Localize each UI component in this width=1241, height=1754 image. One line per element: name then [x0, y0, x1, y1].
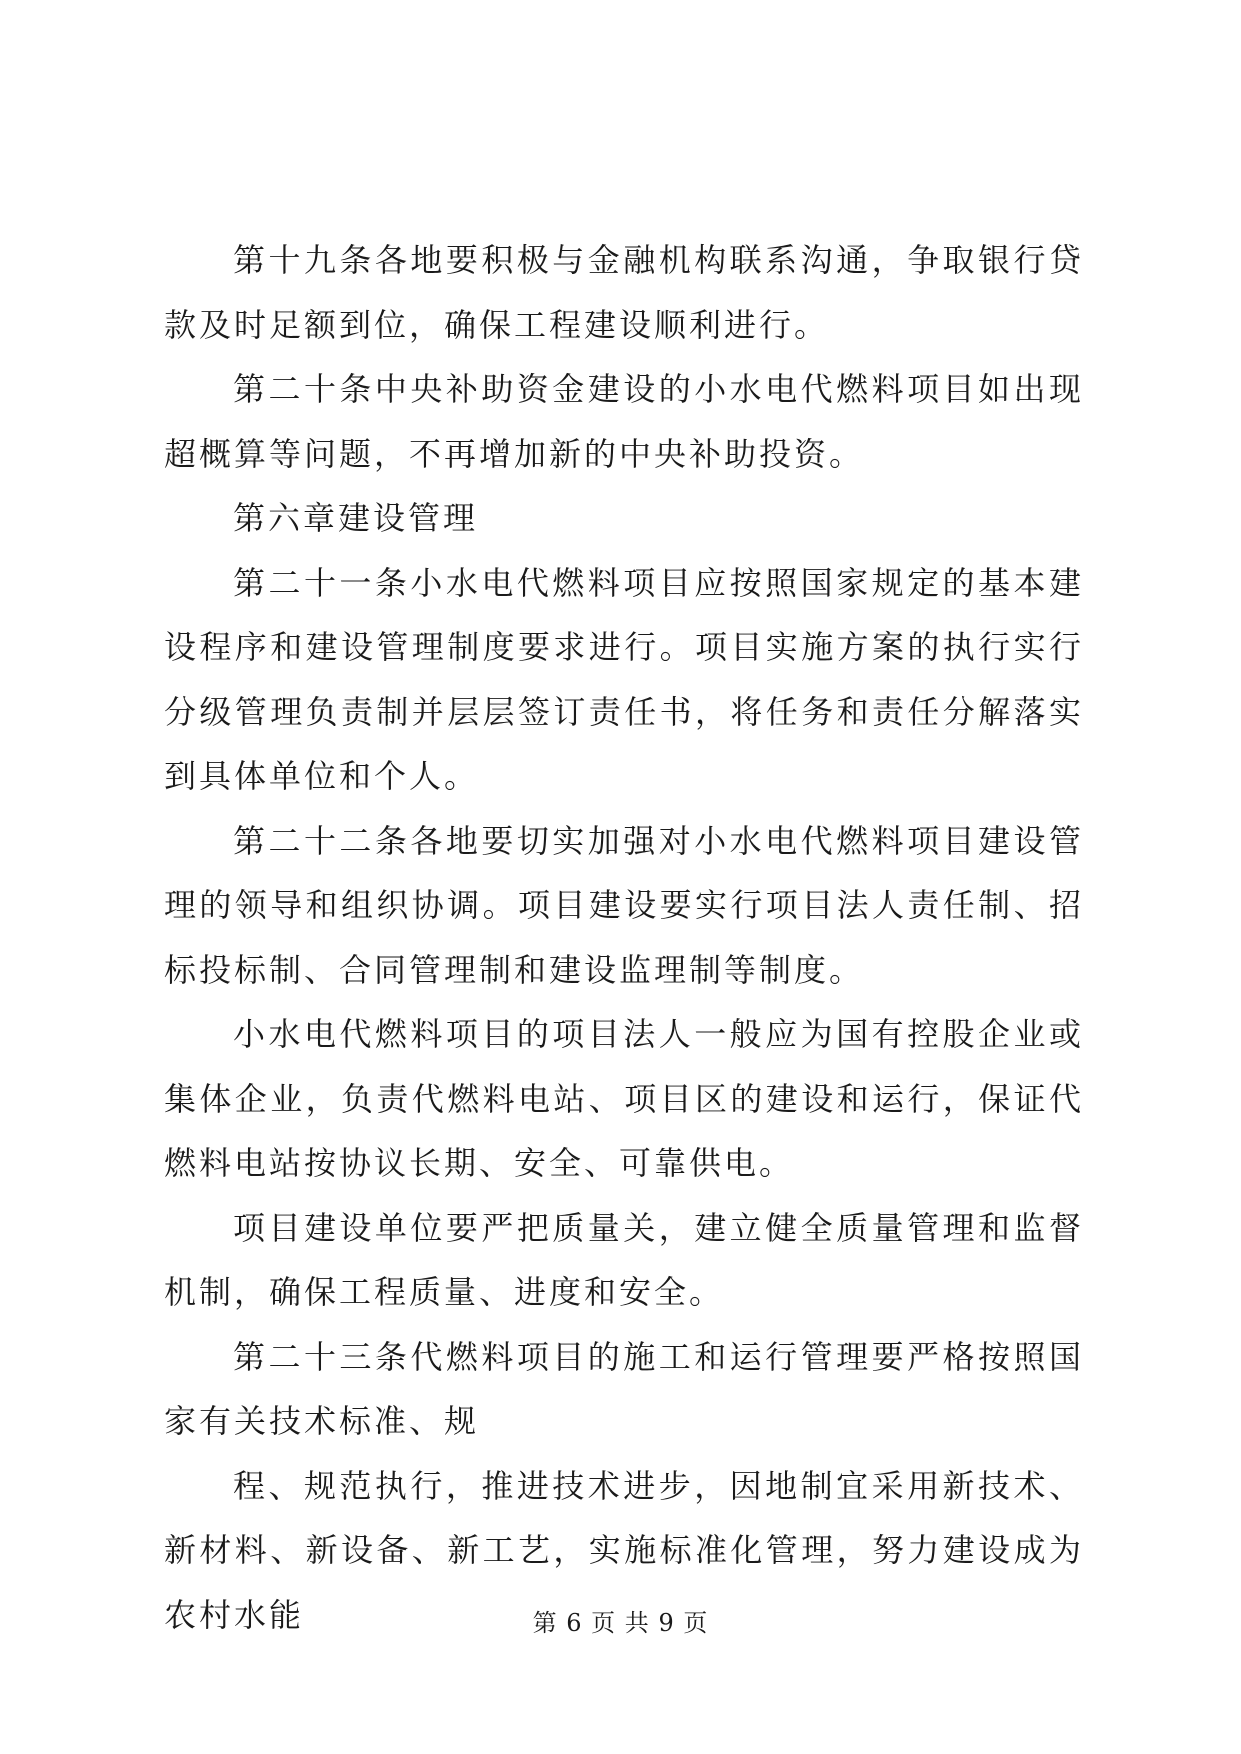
paragraph-article-19: 第十九条各地要积极与金融机构联系沟通，争取银行贷款及时足额到位，确保工程建设顺利进行。 — [164, 241, 1084, 344]
paragraph-article-22: 第二十二条各地要切实加强对小水电代燃料项目建设管理的领导和组织协调。项目建设要实行项目法人责任制、招标投标制、合同管理制和建设监理制等制度。 — [164, 821, 1084, 989]
paragraph-article-23: 第二十三条代燃料项目的施工和运行管理要严格按照国家有关技术标准、规 — [164, 1337, 1084, 1440]
paragraph-article-20: 第二十条中央补助资金建设的小水电代燃料项目如出现超概算等问题，不再增加新的中央补助投资。 — [164, 370, 1084, 473]
paragraph-quality-control: 项目建设单位要严把质量关，建立健全质量管理和监督机制，确保工程质量、进度和安全。 — [164, 1208, 1084, 1311]
paragraph-article-21: 第二十一条小水电代燃料项目应按照国家规定的基本建设程序和建设管理制度要求进行。项目实施方案的执行实行分级管理负责制并层层签订责任书，将任务和责任分解落实到具体单位和个人。 — [164, 563, 1084, 795]
paragraph-article-23-continued: 程、规范执行，推进技术进步，因地制宜采用新技术、新材料、新设备、新工艺，实施标准化管理，努力建设成为农村水能 — [164, 1466, 1084, 1634]
page-number-footer: 第 6 页 共 9 页 — [532, 1609, 709, 1637]
paragraph-project-legal-person: 小水电代燃料项目的项目法人一般应为国有控股企业或集体企业，负责代燃料电站、项目区的建设和运行，保证代燃料电站按协议长期、安全、可靠供电。 — [164, 1015, 1084, 1182]
chapter-heading: 第六章建设管理 — [233, 499, 479, 537]
document-body — [164, 228, 1084, 1647]
